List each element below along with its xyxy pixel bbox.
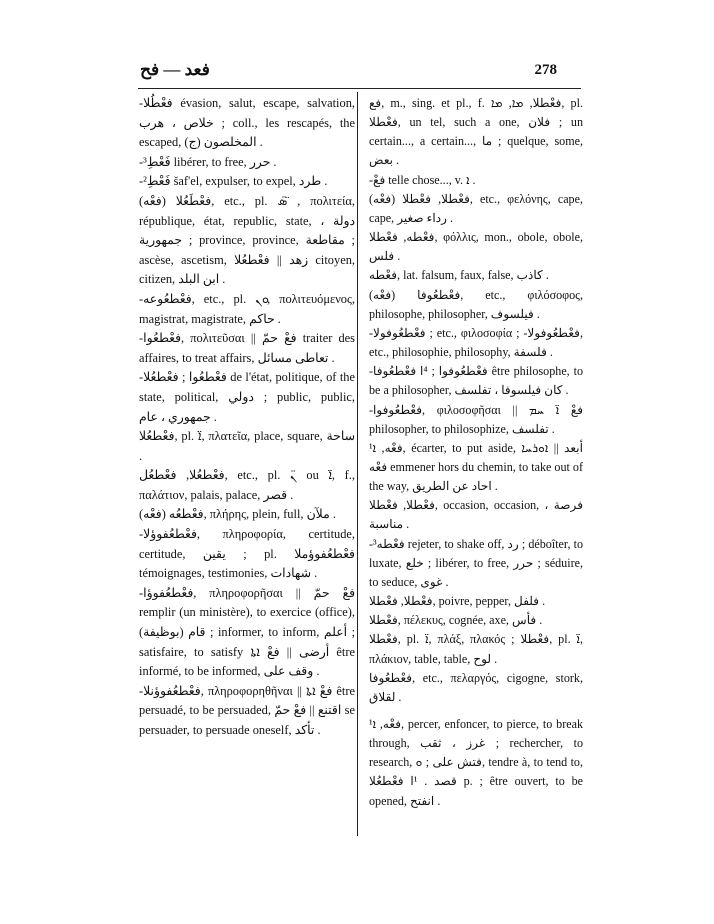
entry: -فعْطعُفوؤلا, πληροφορία, certitude, certitude, يقين ; pl. فعْطعُفوؤملا témoignages, testimonies, شهادات . [139, 527, 355, 581]
entry: -فعْطعُفوؤا, πληροφορῆσαι || فعْ حمّ remplir (un ministère), to exercice (office), قام (بوظيفة) ; informer, to inform, أعلم ; satisfaire, to satisfy أرضى || فعْ ܐܬܐ être informé, to be informed, وقف على . [139, 585, 356, 679]
entry: -فعْ telle chose..., v. ܐ . [369, 172, 476, 187]
entry: -فعْطعُوا ; فعْطعُلا de l'état, politique, of the state, political, دولي ; public, public, جمهوري ، عام . [139, 370, 356, 424]
entry: فعْطعُلا, pl. ܐ̈, πλατεῖα, place, square, ساحة . [139, 429, 355, 463]
entry: فعْطلا, πέλεκυς, cognée, axe, فأس . [369, 613, 543, 628]
entry: ¹فعْه, ܐ, percer, enfoncer, to pierce, to break through, غرز ، ثقب ; rechercher, to research, فتش على ; ܘ, tendre à, to tend to, قصد . ¹ا فعْطعُلا p. ; être ouvert, to be opened, انفتح . [369, 717, 584, 808]
entry: فعْطلا, فعْطلا, poivre, pepper, فلفل . [369, 594, 546, 609]
entry: -فعْطعُوفوا ; ⁴ا فعْطعُوفا être philosophe, to be a philosopher, كان فيلسوفا ، تفلسف . [369, 364, 583, 398]
entry: فع, m., sing. et pl., f. فعْطلا, ܡܐ, ܡܐ, pl. فعْطلا, un tel, such a one, فلان ; un certain..., a certain..., ما ; quelque, some, بعض . [369, 96, 583, 168]
entry: -²فَعْطِ šaf'el, expulser, to expel, طرد . [139, 174, 328, 189]
entry: -³فَعْطِ libérer, to free, حرر . [139, 154, 277, 169]
entry: -فعْطعُوا, πολιτεῦσαι || فعْ حمّ traiter des affaires, to treat affairs, تعاطى مسائل . [139, 331, 355, 365]
entry: -فعْطُلا évasion, salut, escape, salvation, خلاص ، هرب ; coll., les rescapés, the escaped, (ج) المخلصون . [139, 96, 356, 150]
entry: -³فعْطه rejeter, to shake off, رد ; déboîter, to luxate, خلع ; libérer, to free, حرر ; séduire, to seduce, غوى . [369, 536, 584, 589]
entry: -فعْطعُوعه, etc., pl. ܘܢ, πολιτευόμενος, magistrat, magistrate, حاكم . [139, 291, 356, 326]
entry: (فعْه) فعْطعُه, πλήρης, plein, full, ملآن . [139, 507, 336, 522]
right-column [369, 94, 583, 811]
page-number: 278 [534, 62, 557, 78]
entry: (فعْه) فعْطَعُلا, etc., pl. ܣ̈ ̈, πολιτεία, république, état, republic, state, دولة ، جمهورية ; province, province, مقاطعة ; ascèse, ascetism, زهد || فعْطعُلا citoyen, citizen, ابن البلد . [139, 193, 355, 287]
entry: (فعْه) فعْطلا, فعْطلا, etc., φελόνης, cape, cape, رداء صغير . [369, 191, 583, 225]
entry: -فعْطعُفوؤنلا, πληροφορηθῆναι || فعْ ܐܬܐ être persuadé, to be persuaded, اقتنع || فعْ حمّ se persuader, to persuade oneself, تأكد . [139, 683, 355, 737]
entry: فعْطه, فعْطلا, φόλλις, mon., obole, obole, فلس . [369, 230, 583, 264]
entry: فعْطعُوفا, etc., πελαργός, cigogne, stork, لقلاق . [369, 670, 583, 704]
header-rule [138, 88, 581, 89]
entry: فعْطلا, فعْطلا, occasion, occasion, فرصة ، مناسبة . [369, 498, 583, 532]
entry: فعْطعُلا, فعْطعُل, etc., pl. ܢ̈ ou ܐ̈, f., παλάτιον, palais, palace, قصر . [139, 468, 355, 502]
entry: ¹فعْه, ܐ, écarter, to put aside, أبعد || ܐܘܪܚܐ فعْه emmener hors du chemin, to take out of the way, احاد عن الطريق . [369, 440, 583, 494]
left-column [139, 94, 355, 741]
entry-gap [369, 707, 583, 715]
entry: (فعْه) فعْطعُوفا, etc., φιλόσοφος, philosophe, philosopher, فيلسوف . [369, 287, 583, 321]
column-divider [357, 92, 358, 836]
entry: فعْطلا, pl. ܐ̈, πλάξ, πλακός ; فعْطلا, pl. ܐ̈, πλάκιον, table, table, لوح . [369, 632, 583, 666]
running-title: فعد — فح [140, 60, 210, 79]
entry: -فعْطعُوفوا, φιλοσοφῆσαι || فعْ ܐ̈ ܚܡ philosopher, to philosophize, تفلسف . [369, 402, 583, 436]
entry: فعْطه, lat. falsum, faux, false, كاذب . [369, 268, 549, 283]
running-header [0, 60, 714, 84]
entry: -فعْطعُوفولا ; etc., φιλοσοφία ; -فعْطعُوفولا, etc., philosophie, philosophy, فلسفة . [369, 325, 583, 360]
